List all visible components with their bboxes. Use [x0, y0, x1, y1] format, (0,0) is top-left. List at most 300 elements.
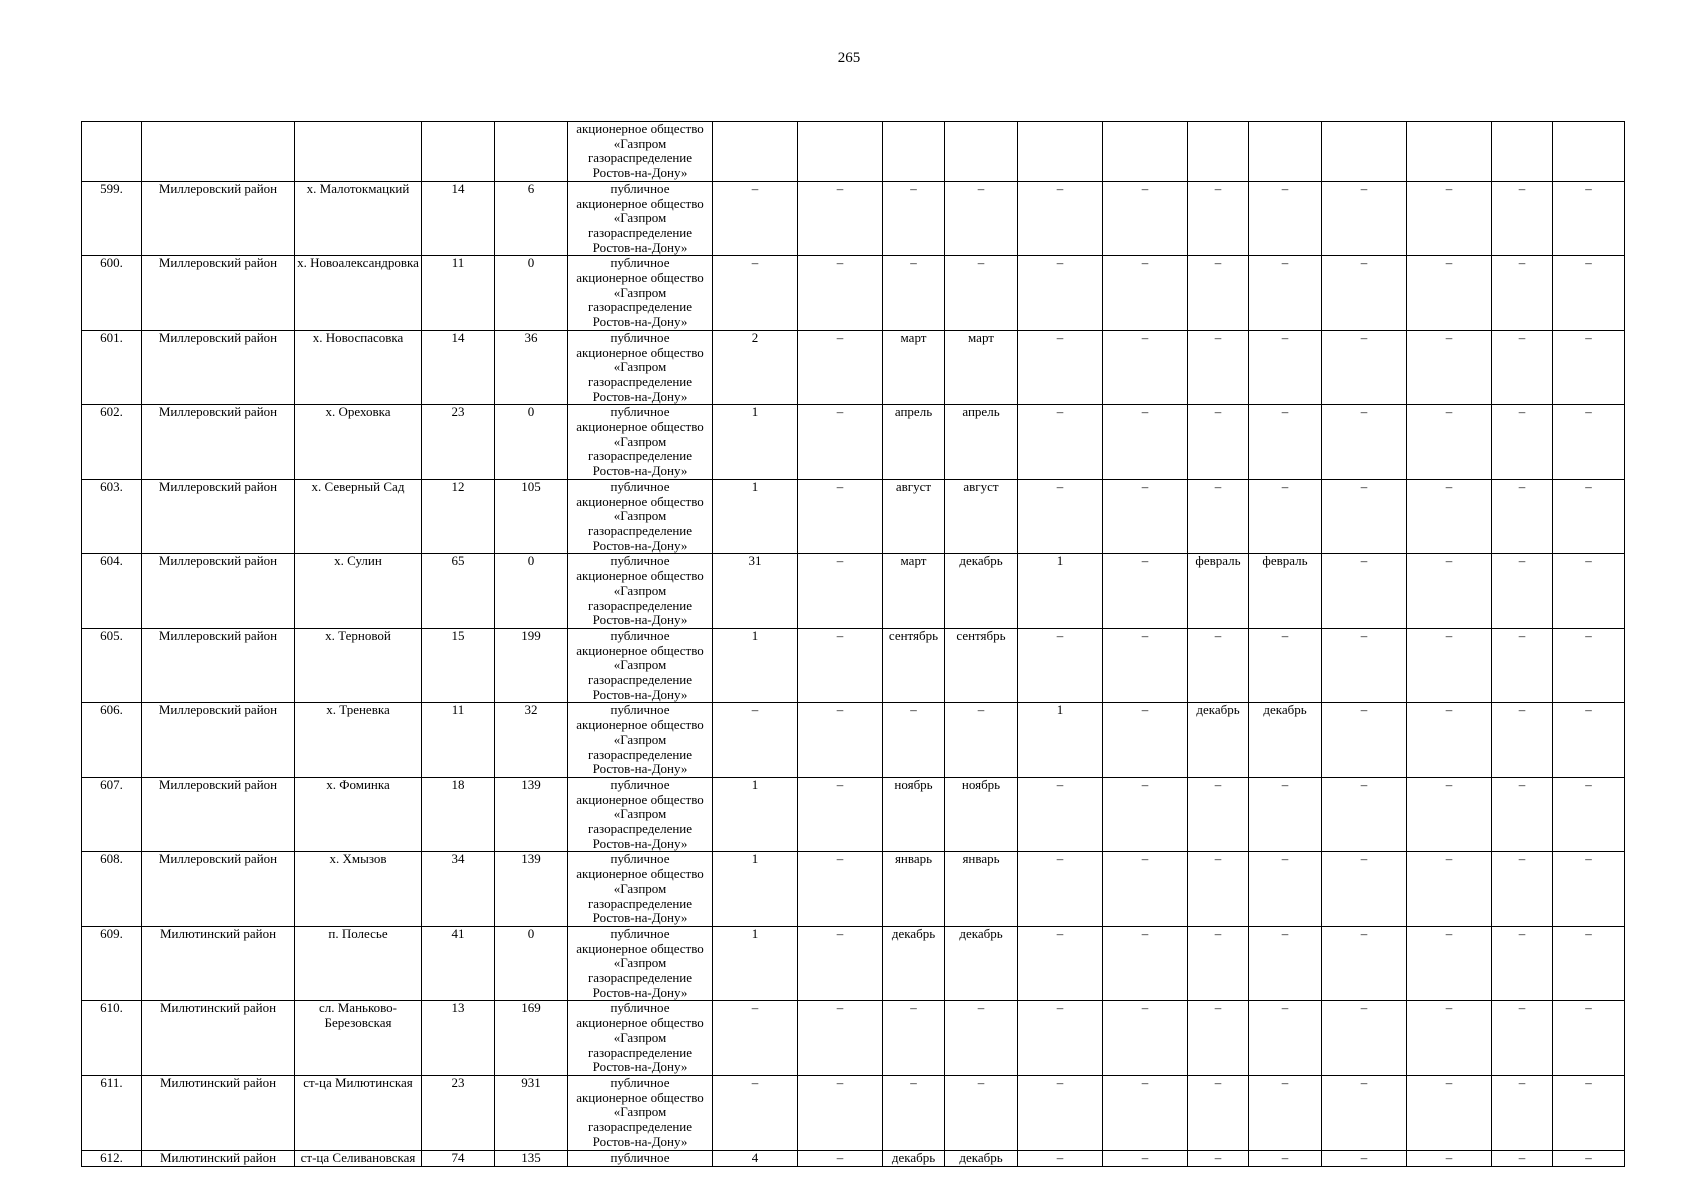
table-body: [82, 122, 1625, 1167]
value-cell: январь: [945, 852, 1018, 927]
owner-line: Ростов-на-Дону»: [592, 612, 688, 628]
dash-cell: –: [945, 256, 1018, 331]
owner-line: Ростов-на-Дону»: [592, 537, 688, 553]
owner-line: публичное: [610, 1150, 670, 1165]
owner-cell: [568, 405, 713, 480]
value-cell: 1: [1018, 703, 1103, 778]
empty-cell: [295, 122, 422, 182]
owner-cell: [568, 1150, 713, 1166]
dash-cell: –: [1553, 479, 1625, 554]
row-number: 610.: [82, 1001, 142, 1076]
dash-cell: –: [1407, 256, 1492, 331]
owner-line: публичное: [610, 553, 670, 569]
value-cell: 139: [495, 852, 568, 927]
dash-cell: –: [1018, 330, 1103, 405]
table-row: [82, 554, 1625, 629]
dash-cell: –: [1553, 405, 1625, 480]
owner-line: Ростов-на-Дону»: [592, 835, 688, 851]
owner-line: Ростов-на-Дону»: [592, 463, 688, 479]
value-cell: январь: [883, 852, 945, 927]
owner-cell: [568, 628, 713, 703]
value-cell: 199: [495, 628, 568, 703]
owner-line: «Газпром: [613, 955, 667, 971]
dash-cell: –: [1249, 256, 1322, 331]
district-cell: Миллеровский район: [142, 256, 295, 331]
owner-cell: [568, 181, 713, 256]
value-cell: 1: [713, 405, 798, 480]
dash-cell: –: [1188, 181, 1249, 256]
dash-cell: –: [1322, 479, 1407, 554]
dash-cell: –: [1103, 405, 1188, 480]
dash-cell: –: [1322, 926, 1407, 1001]
owner-line: Ростов-на-Дону»: [592, 686, 688, 702]
dash-cell: –: [1188, 1076, 1249, 1151]
dash-cell: –: [1018, 628, 1103, 703]
empty-cell: [495, 122, 568, 182]
dash-cell: –: [1407, 777, 1492, 852]
owner-cell: [568, 479, 713, 554]
dash-cell: –: [1553, 1001, 1625, 1076]
empty-cell: [422, 122, 495, 182]
dash-cell: –: [883, 1076, 945, 1151]
value-cell: декабрь: [945, 554, 1018, 629]
dash-cell: –: [798, 1076, 883, 1151]
dash-cell: –: [798, 405, 883, 480]
value-cell: 34: [422, 852, 495, 927]
table-row: [82, 1150, 1625, 1166]
owner-line: акционерное общество: [576, 1089, 704, 1105]
dash-cell: –: [1553, 181, 1625, 256]
empty-cell: [883, 122, 945, 182]
dash-cell: –: [1103, 554, 1188, 629]
dash-cell: –: [1322, 628, 1407, 703]
value-cell: февраль: [1188, 554, 1249, 629]
dash-cell: –: [1018, 256, 1103, 331]
owner-line: «Газпром: [613, 657, 667, 673]
value-cell: 31: [713, 554, 798, 629]
value-cell: 4: [713, 1150, 798, 1166]
value-cell: 135: [495, 1150, 568, 1166]
empty-cell: [1492, 122, 1553, 182]
dash-cell: –: [1018, 777, 1103, 852]
owner-line: Ростов-на-Дону»: [592, 388, 688, 404]
district-cell: Миллеровский район: [142, 777, 295, 852]
settlement-cell: п. Полесье: [295, 926, 422, 1001]
owner-line: акционерное общество: [576, 121, 704, 136]
dash-cell: –: [713, 181, 798, 256]
empty-cell: [1018, 122, 1103, 182]
dash-cell: –: [1018, 852, 1103, 927]
dash-cell: –: [798, 628, 883, 703]
settlement-cell: х. Ореховка: [295, 405, 422, 480]
settlement-cell: х. Терновой: [295, 628, 422, 703]
dash-cell: –: [1249, 777, 1322, 852]
dash-cell: –: [883, 256, 945, 331]
owner-line: «Газпром: [613, 433, 667, 449]
value-cell: сентябрь: [945, 628, 1018, 703]
owner-line: акционерное общество: [576, 940, 704, 956]
dash-cell: –: [1188, 479, 1249, 554]
gasification-schedule-table: [81, 121, 1625, 1167]
dash-cell: –: [1103, 1001, 1188, 1076]
dash-cell: –: [713, 703, 798, 778]
value-cell: декабрь: [1188, 703, 1249, 778]
owner-line: газораспределение: [587, 746, 693, 762]
dash-cell: –: [798, 330, 883, 405]
empty-cell: [1188, 122, 1249, 182]
row-number: 605.: [82, 628, 142, 703]
value-cell: 139: [495, 777, 568, 852]
value-cell: 11: [422, 703, 495, 778]
dash-cell: –: [1407, 330, 1492, 405]
row-number: 611.: [82, 1076, 142, 1151]
table-row: [82, 256, 1625, 331]
dash-cell: –: [1322, 330, 1407, 405]
owner-line: «Газпром: [613, 1029, 667, 1045]
district-cell: Миллеровский район: [142, 852, 295, 927]
row-number: 599.: [82, 181, 142, 256]
dash-cell: –: [1407, 1076, 1492, 1151]
dash-cell: –: [798, 479, 883, 554]
value-cell: декабрь: [945, 1150, 1018, 1166]
dash-cell: –: [1103, 1076, 1188, 1151]
dash-cell: –: [713, 256, 798, 331]
dash-cell: –: [1018, 1001, 1103, 1076]
owner-line: газораспределение: [587, 1119, 693, 1135]
table-row: [82, 1001, 1625, 1076]
dash-cell: –: [713, 1076, 798, 1151]
value-cell: август: [883, 479, 945, 554]
owner-line: публичное: [610, 777, 670, 792]
row-number: 612.: [82, 1150, 142, 1166]
dash-cell: –: [798, 852, 883, 927]
table-row: [82, 628, 1625, 703]
dash-cell: –: [1249, 852, 1322, 927]
dash-cell: –: [1249, 1001, 1322, 1076]
settlement-cell: х. Фоминка: [295, 777, 422, 852]
owner-line: «Газпром: [613, 731, 667, 747]
value-cell: февраль: [1249, 554, 1322, 629]
table-row: [82, 926, 1625, 1001]
owner-cell: [568, 926, 713, 1001]
table-row: [82, 405, 1625, 480]
owner-line: публичное: [610, 1000, 670, 1016]
dash-cell: –: [1103, 926, 1188, 1001]
district-cell: Милютинский район: [142, 1150, 295, 1166]
dash-cell: –: [1407, 852, 1492, 927]
dash-cell: –: [798, 256, 883, 331]
owner-line: Ростов-на-Дону»: [592, 984, 688, 1000]
owner-line: газораспределение: [587, 821, 693, 837]
value-cell: 15: [422, 628, 495, 703]
dash-cell: –: [1492, 628, 1553, 703]
value-cell: 0: [495, 256, 568, 331]
district-cell: Милютинский район: [142, 926, 295, 1001]
row-number: 607.: [82, 777, 142, 852]
dash-cell: –: [1553, 703, 1625, 778]
owner-line: «Газпром: [613, 806, 667, 822]
dash-cell: –: [883, 703, 945, 778]
dash-cell: –: [1492, 1001, 1553, 1076]
dash-cell: –: [1492, 1076, 1553, 1151]
page-number: 265: [837, 50, 861, 66]
dash-cell: –: [1188, 926, 1249, 1001]
dash-cell: –: [1249, 1150, 1322, 1166]
dash-cell: –: [1407, 926, 1492, 1001]
dash-cell: –: [1407, 554, 1492, 629]
value-cell: август: [945, 479, 1018, 554]
owner-line: «Газпром: [613, 508, 667, 524]
settlement-cell: х. Малотокмацкий: [295, 181, 422, 256]
dash-cell: –: [1553, 1076, 1625, 1151]
dash-cell: –: [883, 1001, 945, 1076]
dash-cell: –: [1322, 554, 1407, 629]
dash-cell: –: [1492, 926, 1553, 1001]
settlement-cell: ст-ца Милютинская: [295, 1076, 422, 1151]
dash-cell: –: [798, 554, 883, 629]
dash-cell: –: [945, 703, 1018, 778]
dash-cell: –: [1103, 330, 1188, 405]
value-cell: 1: [713, 479, 798, 554]
dash-cell: –: [1553, 1150, 1625, 1166]
empty-cell: [713, 122, 798, 182]
owner-cell: [568, 1001, 713, 1076]
dash-cell: –: [1407, 479, 1492, 554]
owner-line: «Газпром: [613, 1104, 667, 1120]
empty-cell: [142, 122, 295, 182]
district-cell: Миллеровский район: [142, 703, 295, 778]
owner-line: публичное: [610, 181, 670, 196]
dash-cell: –: [1249, 405, 1322, 480]
owner-line: публичное: [610, 1075, 670, 1090]
value-cell: декабрь: [945, 926, 1018, 1001]
value-cell: 2: [713, 330, 798, 405]
dash-cell: –: [1249, 628, 1322, 703]
empty-cell: [1103, 122, 1188, 182]
dash-cell: –: [1407, 1001, 1492, 1076]
dash-cell: –: [1188, 1150, 1249, 1166]
dash-cell: –: [1407, 628, 1492, 703]
empty-cell: [1407, 122, 1492, 182]
dash-cell: –: [798, 181, 883, 256]
dash-cell: –: [1322, 703, 1407, 778]
owner-line: акционерное общество: [576, 717, 704, 733]
row-number: 603.: [82, 479, 142, 554]
dash-cell: –: [1188, 628, 1249, 703]
owner-line: акционерное общество: [576, 866, 704, 882]
dash-cell: –: [798, 926, 883, 1001]
owner-cell: [568, 852, 713, 927]
owner-line: публичное: [610, 926, 670, 941]
row-number: 600.: [82, 256, 142, 331]
dash-cell: –: [1018, 926, 1103, 1001]
dash-cell: –: [1322, 852, 1407, 927]
dash-cell: –: [1249, 479, 1322, 554]
owner-line: «Газпром: [613, 582, 667, 598]
owner-line: Ростов-на-Дону»: [592, 1133, 688, 1149]
owner-line: газораспределение: [587, 299, 693, 315]
dash-cell: –: [1553, 777, 1625, 852]
dash-cell: –: [1492, 1150, 1553, 1166]
owner-line: «Газпром: [613, 880, 667, 896]
dash-cell: –: [1018, 1076, 1103, 1151]
dash-cell: –: [1407, 703, 1492, 778]
settlement-cell: х. Треневка: [295, 703, 422, 778]
value-cell: 1: [1018, 554, 1103, 629]
value-cell: 74: [422, 1150, 495, 1166]
district-cell: Милютинский район: [142, 1001, 295, 1076]
owner-line: акционерное общество: [576, 195, 704, 211]
owner-line: Ростов-на-Дону»: [592, 239, 688, 255]
district-cell: Милютинский район: [142, 1076, 295, 1151]
owner-line: Ростов-на-Дону»: [592, 910, 688, 926]
value-cell: 65: [422, 554, 495, 629]
value-cell: 0: [495, 405, 568, 480]
value-cell: декабрь: [883, 1150, 945, 1166]
owner-line: публичное: [610, 628, 670, 643]
dash-cell: –: [1103, 479, 1188, 554]
owner-line: «Газпром: [613, 359, 667, 375]
value-cell: 6: [495, 181, 568, 256]
table-row: [82, 181, 1625, 256]
row-number: 601.: [82, 330, 142, 405]
dash-cell: –: [1553, 330, 1625, 405]
dash-cell: –: [1553, 256, 1625, 331]
dash-cell: –: [1188, 1001, 1249, 1076]
owner-line: газораспределение: [587, 1044, 693, 1060]
dash-cell: –: [1188, 852, 1249, 927]
dash-cell: –: [1018, 405, 1103, 480]
table-row: [82, 330, 1625, 405]
owner-line: Ростов-на-Дону»: [592, 314, 688, 330]
owner-cell: [568, 122, 713, 182]
owner-cell: [568, 1076, 713, 1151]
owner-line: газораспределение: [587, 373, 693, 389]
value-cell: апрель: [883, 405, 945, 480]
row-number: 606.: [82, 703, 142, 778]
dash-cell: –: [945, 1001, 1018, 1076]
value-cell: 12: [422, 479, 495, 554]
district-cell: Миллеровский район: [142, 628, 295, 703]
dash-cell: –: [945, 1076, 1018, 1151]
value-cell: ноябрь: [883, 777, 945, 852]
owner-line: акционерное общество: [576, 1015, 704, 1031]
dash-cell: –: [1103, 777, 1188, 852]
value-cell: 11: [422, 256, 495, 331]
value-cell: 931: [495, 1076, 568, 1151]
dash-cell: –: [1492, 405, 1553, 480]
empty-cell: [82, 122, 142, 182]
owner-line: «Газпром: [613, 284, 667, 300]
value-cell: декабрь: [1249, 703, 1322, 778]
dash-cell: –: [1103, 1150, 1188, 1166]
dash-cell: –: [1407, 181, 1492, 256]
owner-line: акционерное общество: [576, 791, 704, 807]
dash-cell: –: [883, 181, 945, 256]
dash-cell: –: [1492, 479, 1553, 554]
dash-cell: –: [1553, 554, 1625, 629]
district-cell: Миллеровский район: [142, 554, 295, 629]
dash-cell: –: [1322, 405, 1407, 480]
owner-line: газораспределение: [587, 895, 693, 911]
district-cell: Миллеровский район: [142, 330, 295, 405]
value-cell: 169: [495, 1001, 568, 1076]
value-cell: 32: [495, 703, 568, 778]
dash-cell: –: [1492, 256, 1553, 331]
settlement-cell: х. Сулин: [295, 554, 422, 629]
value-cell: март: [883, 554, 945, 629]
owner-line: газораспределение: [587, 597, 693, 613]
dash-cell: –: [1553, 852, 1625, 927]
value-cell: март: [945, 330, 1018, 405]
owner-line: газораспределение: [587, 448, 693, 464]
dash-cell: –: [1407, 1150, 1492, 1166]
dash-cell: –: [1322, 181, 1407, 256]
owner-line: публичное: [610, 479, 670, 494]
owner-cell: [568, 554, 713, 629]
owner-line: Ростов-на-Дону»: [592, 761, 688, 777]
settlement-cell: х. Северный Сад: [295, 479, 422, 554]
value-cell: апрель: [945, 405, 1018, 480]
dash-cell: –: [1103, 628, 1188, 703]
owner-line: «Газпром: [613, 135, 667, 151]
settlement-cell: х. Новоспасовка: [295, 330, 422, 405]
district-cell: Миллеровский район: [142, 181, 295, 256]
dash-cell: –: [1188, 405, 1249, 480]
dash-cell: –: [798, 777, 883, 852]
dash-cell: –: [1018, 1150, 1103, 1166]
dash-cell: –: [1492, 703, 1553, 778]
value-cell: 41: [422, 926, 495, 1001]
owner-line: публичное: [610, 851, 670, 867]
district-cell: Миллеровский район: [142, 479, 295, 554]
value-cell: 1: [713, 777, 798, 852]
value-cell: 23: [422, 405, 495, 480]
owner-line: акционерное общество: [576, 642, 704, 658]
settlement-cell: х. Хмызов: [295, 852, 422, 927]
dash-cell: –: [1322, 1150, 1407, 1166]
district-cell: Миллеровский район: [142, 405, 295, 480]
dash-cell: –: [798, 1001, 883, 1076]
dash-cell: –: [945, 181, 1018, 256]
dash-cell: –: [1249, 330, 1322, 405]
empty-cell: [1249, 122, 1322, 182]
dash-cell: –: [1553, 628, 1625, 703]
owner-line: публичное: [610, 404, 670, 420]
dash-cell: –: [1249, 926, 1322, 1001]
value-cell: 14: [422, 181, 495, 256]
owner-cell: [568, 256, 713, 331]
row-number: 602.: [82, 405, 142, 480]
value-cell: 0: [495, 554, 568, 629]
dash-cell: –: [1188, 777, 1249, 852]
dash-cell: –: [1553, 926, 1625, 1001]
dash-cell: –: [1249, 1076, 1322, 1151]
value-cell: 1: [713, 852, 798, 927]
empty-cell: [1553, 122, 1625, 182]
owner-line: публичное: [610, 330, 670, 345]
table-row: [82, 703, 1625, 778]
owner-line: Ростов-на-Дону»: [592, 1059, 688, 1075]
owner-line: газораспределение: [587, 150, 693, 166]
dash-cell: –: [1018, 479, 1103, 554]
dash-cell: –: [1322, 1076, 1407, 1151]
value-cell: 23: [422, 1076, 495, 1151]
owner-line: газораспределение: [587, 970, 693, 986]
value-cell: 36: [495, 330, 568, 405]
dash-cell: –: [1322, 1001, 1407, 1076]
dash-cell: –: [798, 1150, 883, 1166]
